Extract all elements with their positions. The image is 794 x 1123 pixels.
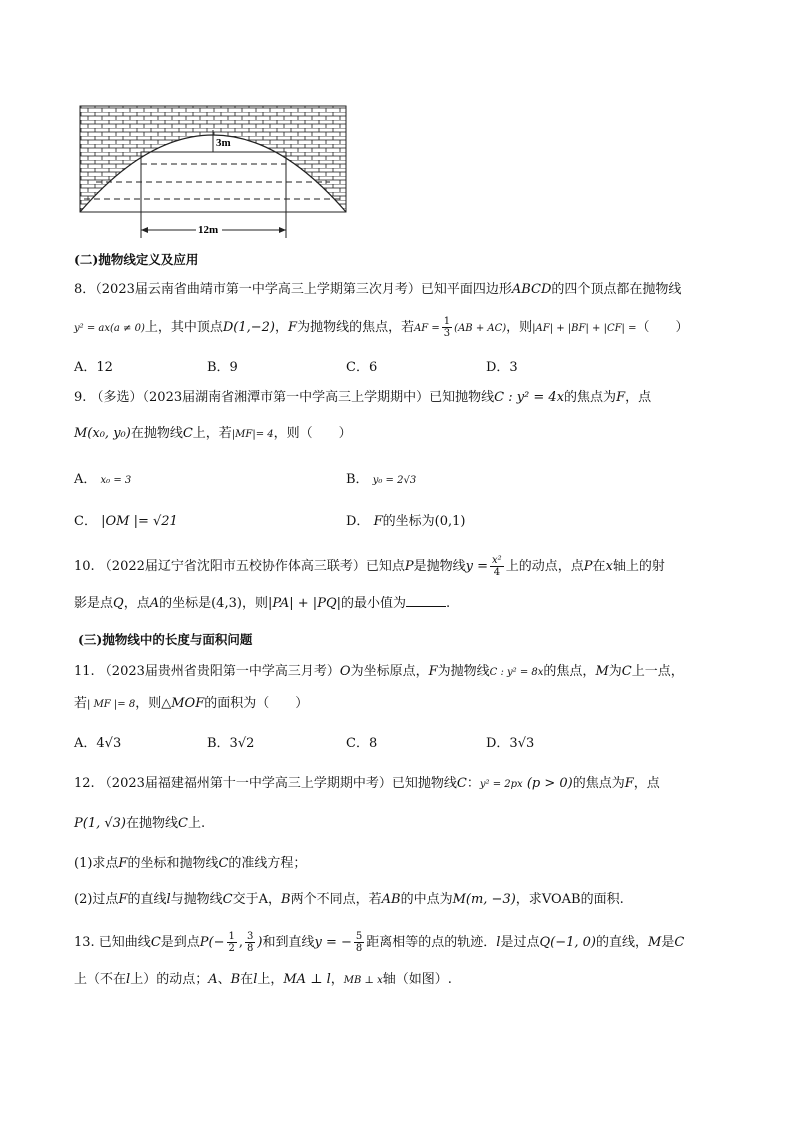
q9-line2: M(x₀, y₀)在抛物线C上，若|MF|= 4，则（ ）	[74, 426, 352, 441]
q12-line2: P(1, √3)在抛物线C上.	[74, 816, 206, 831]
q12-part2: (2)过点F的直线l与抛物线C交于A，B两个不同点，若AB的中点为M(m, −3)，求VOAB的面积.	[74, 892, 624, 907]
q9-option-b[interactable]: B． y₀ = 2√3	[346, 472, 417, 487]
q8-option-a[interactable]: A．12	[74, 360, 113, 375]
q8-option-b[interactable]: B．9	[207, 360, 238, 375]
q10-line2: 影是点Q，点A的坐标是(4,3)，则|PA| + |PQ|的最小值为 .	[74, 596, 451, 611]
q9-option-c[interactable]: C． |OM |= √21	[74, 514, 178, 529]
q11-option-a[interactable]: A．4√3	[74, 736, 122, 751]
q11-line1: 11. （2023届贵州省贵阳第一中学高三月考）O为坐标原点，F为抛物线C : y² = 8x的焦点，M为C上一点，	[74, 664, 684, 679]
label-3m: 3m	[216, 137, 231, 149]
q11-option-b[interactable]: B．3√2	[207, 736, 255, 751]
section-2-heading: (二)抛物线定义及应用	[74, 252, 199, 267]
q8-line2: y² = ax(a ≠ 0)上，其中顶点D(1,−2)，F为抛物线的焦点，若AF = $\frac{1}{3}$ (AB + AC)，则|AF| + |BF| + |CF| =（ ）	[74, 316, 689, 339]
q9-option-d[interactable]: D． F的坐标为(0,1)	[346, 514, 466, 529]
q9-option-a[interactable]: A． x₀ = 3	[74, 472, 132, 487]
q12-part1: (1)求点F的坐标和抛物线C的准线方程；	[74, 856, 307, 871]
q9-line1: 9. （多选）（2023届湖南省湘潭市第一中学高三上学期期中）已知抛物线C : y² = 4x的焦点为F，点	[74, 390, 652, 405]
q8-line1: 8．（2023届云南省曲靖市第一中学高三上学期第三次月考）已知平面四边形ABCD的四个顶点都在抛物线	[74, 282, 682, 297]
q11-line2: 若| MF |= 8，则△MOF的面积为（ ）	[74, 696, 309, 711]
q10-answer-blank[interactable]	[406, 594, 446, 607]
q11-option-c[interactable]: C．8	[346, 736, 378, 751]
q12-line1: 12. （2023届福建福州第十一中学高三上学期期中考）已知抛物线C：y² = 2px (p > 0)的焦点为F，点	[74, 776, 660, 791]
q11-option-d[interactable]: D．3√3	[486, 736, 535, 751]
section-3-heading: (三)抛物线中的长度与面积问题	[78, 632, 253, 647]
label-12m: 12m	[198, 224, 219, 236]
q8-fraction: $\frac{1}{3}$	[443, 316, 451, 339]
q8-option-c[interactable]: C．6	[346, 360, 378, 375]
q13-line1: 13. 已知曲线C是到点P(− $\frac{1}{2}$ , $\frac{3}{8}$ )和到直线y = − $\frac{5}{8}$ 距离相等的点的轨迹．l是过点Q(−1, 0)的直线，M是C	[74, 931, 685, 954]
q13-line2: 上（不在l上）的动点；A、B在l上，MA ⊥ l，MB ⊥ x轴（如图）.	[74, 972, 452, 987]
q10-line1: 10. （2022届辽宁省沈阳市五校协作体高三联考）已知点P是抛物线y = $\frac{\text{x²}}{4}$ 上的动点，点P在x轴上的射	[74, 555, 665, 578]
arch-bridge-figure	[78, 104, 348, 240]
q8-option-d[interactable]: D．3	[486, 360, 518, 375]
